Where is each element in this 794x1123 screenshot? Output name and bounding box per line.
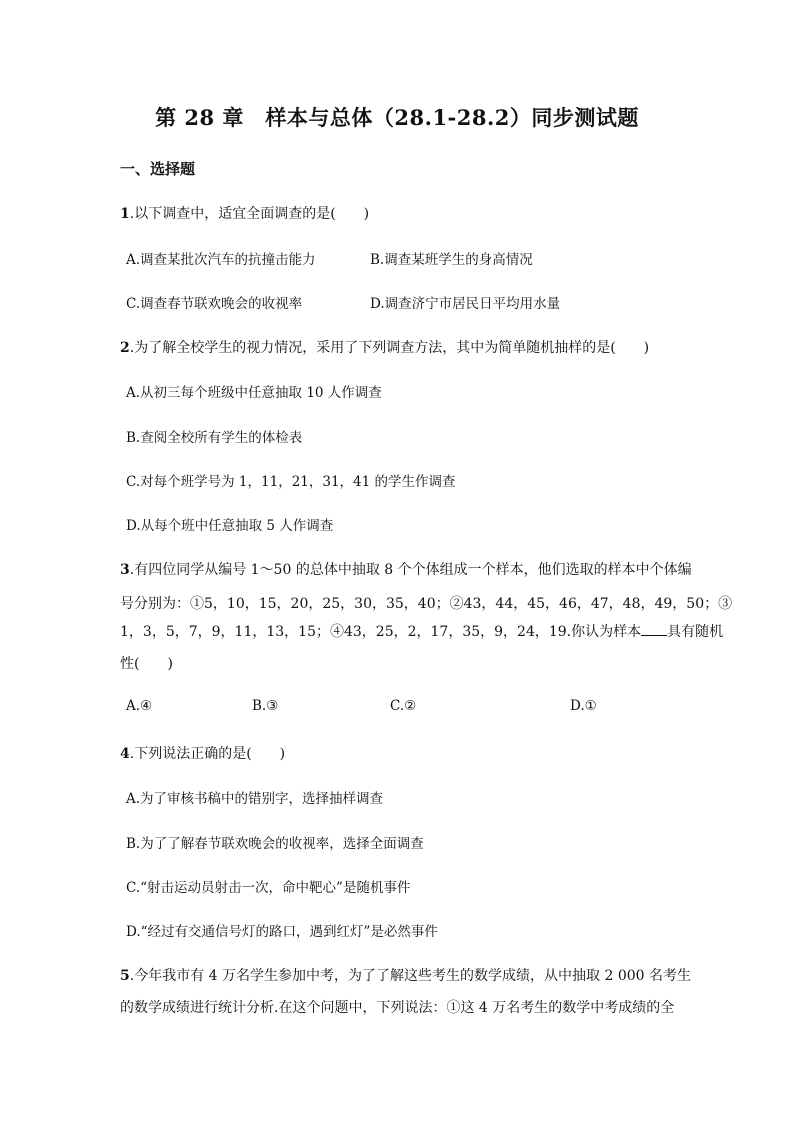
question-number: 4 bbox=[120, 746, 130, 762]
option-3d: D.① bbox=[570, 698, 597, 714]
question-text: .下列说法正确的是( ) bbox=[129, 746, 286, 762]
option-2a: A.从初三每个班级中任意抽取 10 人作调查 bbox=[126, 385, 382, 401]
question-5-line-2: 的数学成绩进行统计分析.在这个问题中，下列说法：①这 4 万名考生的数学中考成绩的全 bbox=[120, 1000, 675, 1016]
question-3-line-1 bbox=[120, 559, 692, 579]
question-3-line-3: 1，3，5，7，9，11，13，15；④43，25，2，17，35，9，24，19.你认为样本 具有随机 bbox=[120, 624, 724, 640]
question-number: 1 bbox=[120, 206, 130, 222]
question-text: .以下调查中，适宜全面调查的是( ) bbox=[129, 206, 370, 222]
option-2b: B.查阅全校所有学生的体检表 bbox=[126, 430, 303, 446]
question-4 bbox=[120, 743, 285, 763]
option-1b: B.调查某班学生的身高情况 bbox=[370, 252, 533, 268]
question-2 bbox=[120, 337, 649, 357]
section-heading: 一、选择题 bbox=[120, 160, 196, 178]
option-1a: A.调查某批次汽车的抗撞击能力 bbox=[126, 252, 316, 268]
option-3c: C.② bbox=[390, 698, 417, 714]
option-4d: D.“经过有交通信号灯的路口，遇到红灯”是必然事件 bbox=[126, 924, 438, 940]
page-title: 第 28 章 样本与总体（28.1-28.2）同步测试题 bbox=[155, 105, 639, 130]
question-3-line-2: 号分别为：①5，10，15，20，25，30，35，40；②43，44，45，46，47，48，49，50；③ bbox=[120, 596, 733, 612]
question-number: 5 bbox=[120, 968, 130, 984]
option-1c: C.调查春节联欢晚会的收视率 bbox=[126, 296, 303, 312]
option-3a: A.④ bbox=[126, 698, 153, 714]
question-number: 2 bbox=[120, 340, 130, 356]
question-text: .今年我市有 4 万名学生参加中考，为了了解这些考生的数学成绩，从中抽取 2 000 名考生 bbox=[129, 968, 691, 984]
question-number: 3 bbox=[120, 562, 130, 578]
option-4c: C.“射击运动员射击一次，命中靶心”是随机事件 bbox=[126, 880, 411, 896]
option-3b: B.③ bbox=[252, 698, 279, 714]
question-text: .为了解全校学生的视力情况，采用了下列调查方法，其中为简单随机抽样的是( ) bbox=[129, 340, 650, 356]
option-2c: C.对每个班学号为 1，11，21，31，41 的学生作调查 bbox=[126, 474, 456, 490]
option-1d: D.调查济宁市居民日平均用水量 bbox=[370, 296, 561, 312]
question-1 bbox=[120, 203, 369, 223]
question-text: .有四位同学从编号 1～50 的总体中抽取 8 个个体组成一个样本，他们选取的样本中个体编 bbox=[129, 562, 692, 578]
question-3-line-4: 性( ) bbox=[120, 656, 173, 672]
answer-blank bbox=[641, 623, 667, 636]
option-2d: D.从每个班中任意抽取 5 人作调查 bbox=[126, 518, 334, 534]
option-4a: A.为了审核书稿中的错别字，选择抽样调查 bbox=[126, 791, 384, 807]
option-4b: B.为了了解春节联欢晚会的收视率，选择全面调查 bbox=[126, 836, 424, 852]
question-5-line-1 bbox=[120, 965, 691, 985]
